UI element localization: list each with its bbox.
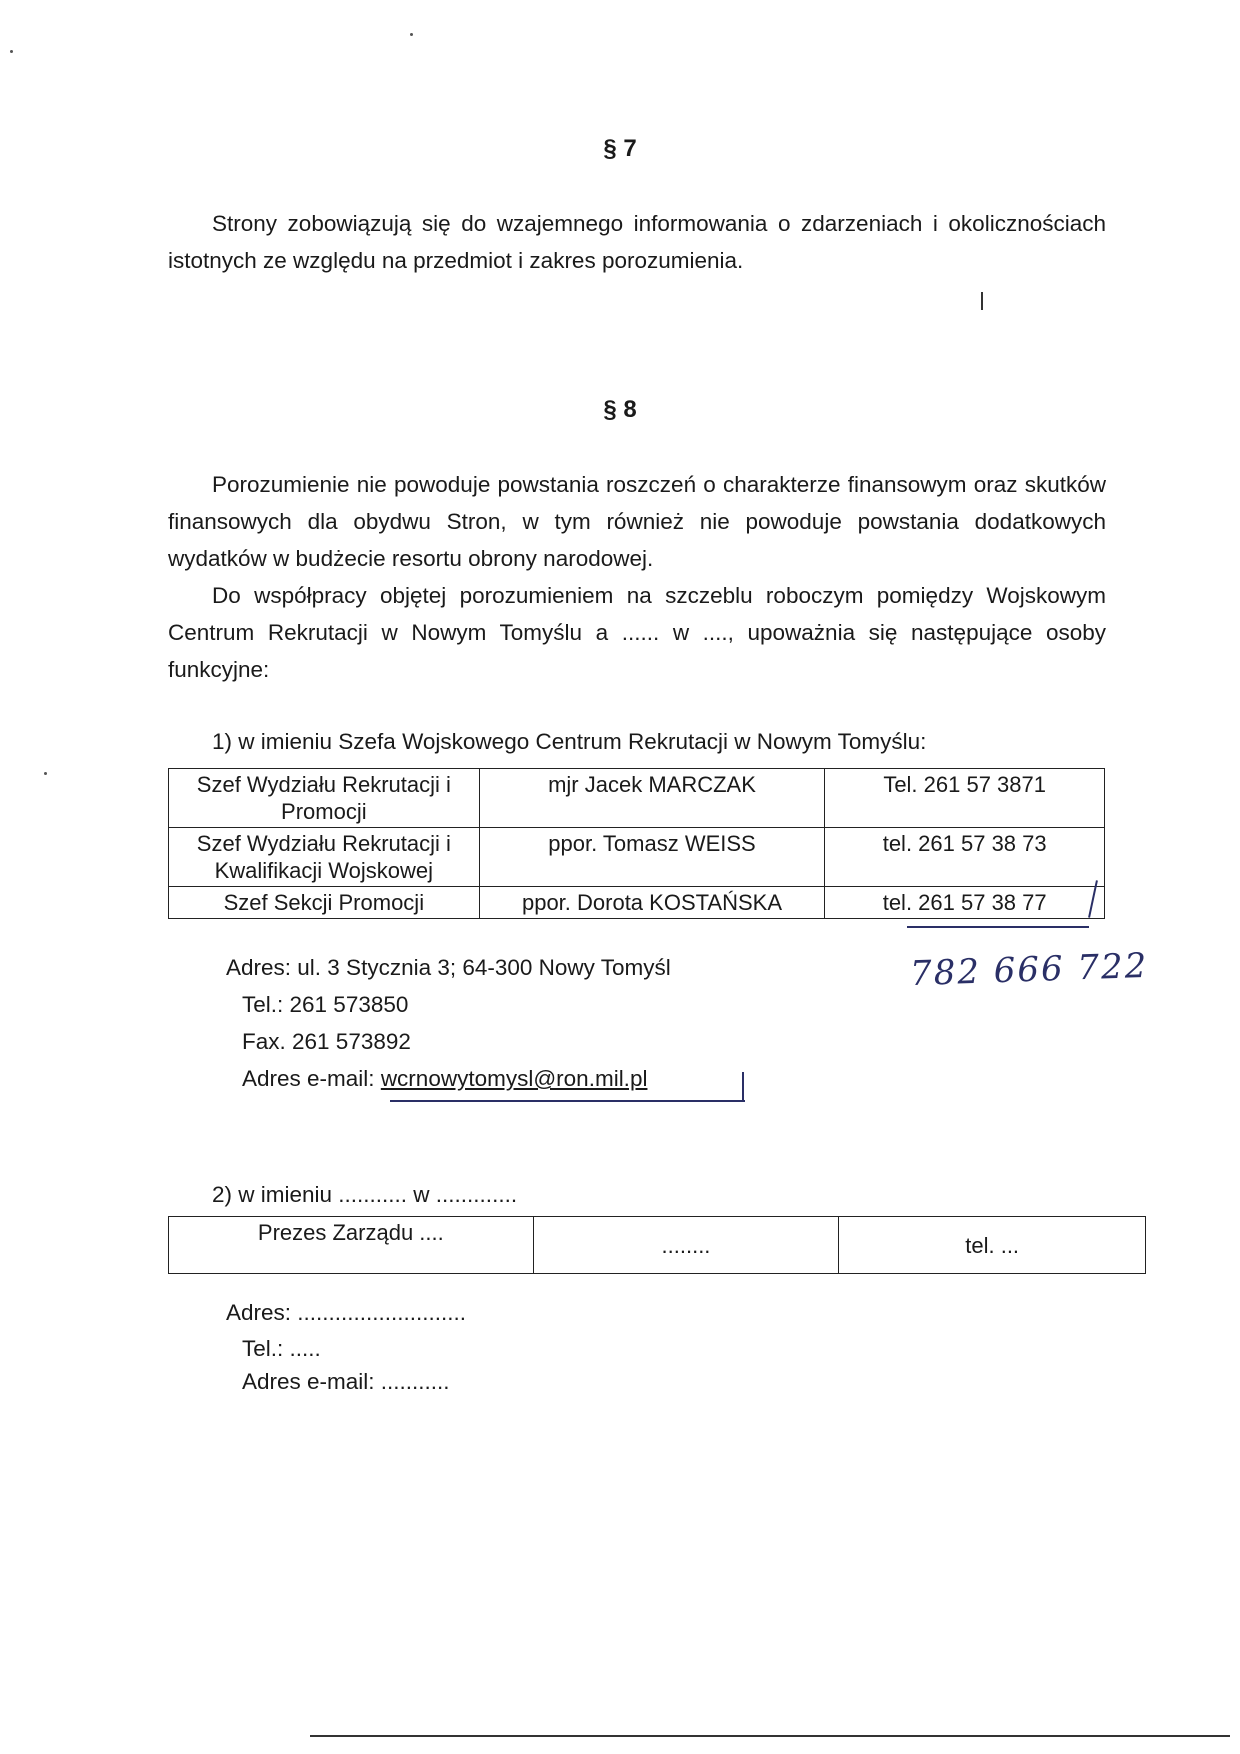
contact-name: ........: [533, 1217, 839, 1274]
table-row: [169, 887, 1105, 919]
party-1-tel: Tel.: 261 573850: [242, 992, 409, 1017]
contact-role: Prezes Zarządu ....: [169, 1217, 534, 1274]
pen-underline-email: [390, 1100, 745, 1102]
footer-rule: [310, 1735, 1230, 1737]
stray-mark: [981, 292, 983, 310]
email-address: wcrnowytomysl@ron.mil.pl: [380, 1066, 648, 1091]
scan-speck: [44, 772, 47, 775]
party-1-email-line: [242, 1064, 647, 1094]
contact-name: ppor. Tomasz WEISS: [479, 828, 825, 887]
party-1-address: Adres: ul. 3 Stycznia 3; 64-300 Nowy Tomyśl: [226, 955, 671, 980]
party-2-intro: 2) w imieniu ........... w .............: [212, 1182, 518, 1207]
table-row: [169, 828, 1105, 887]
contact-role: Szef Sekcji Promocji: [169, 887, 480, 919]
contact-role: Szef Wydziału Rekrutacji i Kwalifikacji Wojskowej: [169, 828, 480, 887]
handwritten-phone-note: 782 666 722: [909, 945, 1149, 995]
section-8-paragraph-2: Do współpracy objętej porozumieniem na szczeblu roboczym pomiędzy Wojskowym Centrum Rekrutacji w Nowym Tomyślu a ...... w ...., upoważnia się następujące osoby funkcyjne:: [168, 583, 1106, 682]
email-label: Adres e-mail:: [242, 1066, 375, 1091]
contact-role: Szef Wydziału Rekrutacji i Promocji: [169, 769, 480, 828]
pen-underline-phone: [907, 926, 1089, 928]
table-row: [169, 769, 1105, 828]
section-8-paragraph-1: Porozumienie nie powoduje powstania roszczeń o charakterze finansowym oraz skutków finansowych dla obydwu Stron, w tym również nie powoduje powstania dodatkowych wydatków w budżecie resortu obrony narodowej.: [168, 472, 1106, 571]
section-7-heading: § 7: [603, 135, 637, 162]
party-2-tel: Tel.: .....: [242, 1336, 321, 1361]
party-1-contacts-table: [168, 768, 1105, 919]
section-8-heading: § 8: [603, 396, 637, 423]
party-2-email: Adres e-mail: ...........: [242, 1369, 450, 1394]
contact-phone: tel. 261 57 38 77: [825, 887, 1105, 919]
party-2-address: Adres: ...........................: [226, 1300, 467, 1325]
contact-name: ppor. Dorota KOSTAŃSKA: [479, 887, 825, 919]
scan-speck: [10, 50, 13, 53]
scan-speck: [410, 33, 413, 36]
pen-mark-email-end: [742, 1072, 744, 1100]
party-1-fax: Fax. 261 573892: [242, 1029, 411, 1054]
contact-phone: Tel. 261 57 3871: [825, 769, 1105, 828]
contact-phone: tel. ...: [839, 1217, 1146, 1274]
section-7-paragraph: Strony zobowiązują się do wzajemnego informowania o zdarzeniach i okolicznościach istotnych ze względu na przedmiot i zakres porozumienia.: [168, 211, 1106, 273]
party-2-contacts-table: [168, 1216, 1146, 1274]
contact-phone: tel. 261 57 38 73: [825, 828, 1105, 887]
party-1-intro: 1) w imieniu Szefa Wojskowego Centrum Rekrutacji w Nowym Tomyślu:: [212, 729, 927, 754]
table-row: [169, 1217, 1146, 1274]
contact-name: mjr Jacek MARCZAK: [479, 769, 825, 828]
